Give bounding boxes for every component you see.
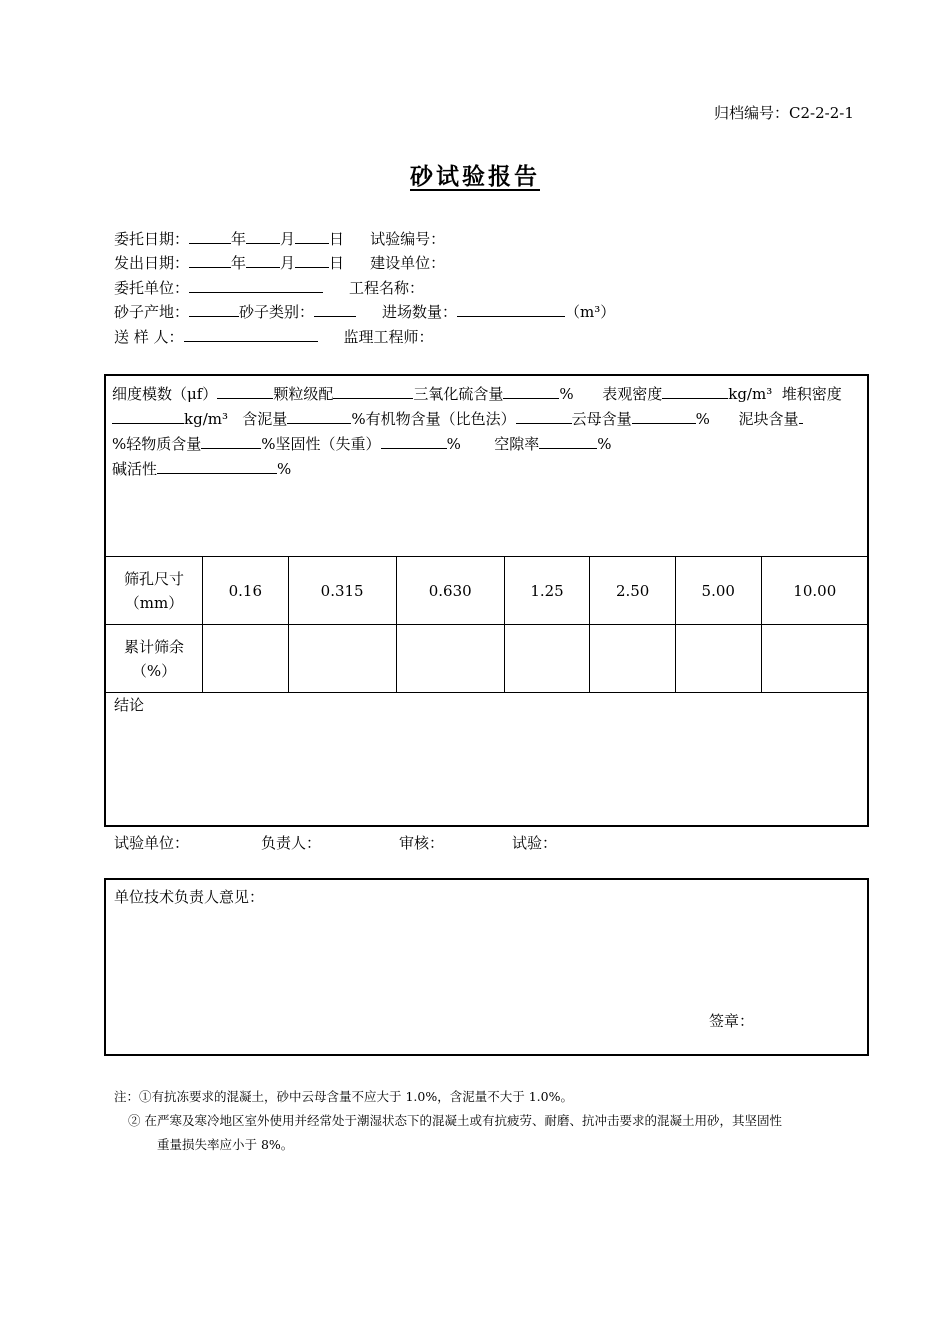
sieve-size-cell: 2.50 [590, 557, 676, 625]
commission-date-label: 委托日期： [114, 230, 190, 248]
header-row-1 [114, 228, 445, 249]
sieve-size-cell: 10.00 [761, 557, 868, 625]
conclusion-label: 结论 [114, 696, 145, 714]
fineness-field[interactable] [217, 384, 273, 399]
bulk-density-field[interactable] [112, 409, 184, 424]
percent-unit: % [277, 460, 292, 478]
kgm3-unit: kg/m³ [728, 385, 773, 403]
apparent-density-field[interactable] [662, 384, 728, 399]
retained-cell[interactable] [761, 625, 868, 693]
retained-cell[interactable] [675, 625, 761, 693]
test-unit-label: 试验单位： [114, 834, 190, 852]
retained-cell[interactable] [396, 625, 504, 693]
entry-unit: （m³） [565, 303, 616, 321]
issue-date-label: 发出日期： [114, 254, 190, 272]
light-matter-field[interactable] [201, 434, 261, 449]
light-matter-label: 轻物质含量 [126, 435, 202, 453]
opinion-label: 单位技术负责人意见： [114, 888, 265, 906]
retained-cell[interactable] [203, 625, 289, 693]
supervisor-label: 监理工程师： [343, 328, 434, 346]
void-ratio-label: 空隙率 [494, 435, 540, 453]
retained-cell[interactable] [288, 625, 396, 693]
cumulative-retained-row [106, 625, 868, 693]
issue-month-field[interactable] [246, 253, 280, 268]
grading-field[interactable] [333, 384, 413, 399]
commission-month-field[interactable] [246, 229, 280, 244]
sieve-size-cell: 0.16 [203, 557, 289, 625]
soundness-label: 坚固性（失重） [275, 435, 381, 453]
so3-field[interactable] [503, 384, 559, 399]
header-row-3 [114, 277, 424, 298]
test-results-box [104, 374, 869, 827]
apparent-density-label: 表观密度 [602, 385, 663, 403]
issue-day-field[interactable] [295, 253, 329, 268]
day-label: 日 [329, 254, 345, 272]
page-title: 砂试验报告 [410, 163, 540, 190]
archive-label: 归档编号： [714, 104, 790, 122]
retained-cell[interactable] [504, 625, 590, 693]
sender-label: 送 样 人： [114, 328, 184, 346]
issue-year-field[interactable] [189, 253, 231, 268]
clay-lump-field[interactable] [799, 409, 803, 424]
project-name-label: 工程名称： [349, 279, 425, 297]
opinion-box [104, 878, 869, 1056]
percent-unit: % [112, 435, 127, 453]
commission-day-field[interactable] [295, 229, 329, 244]
tester-label: 试验： [512, 834, 558, 852]
sieve-size-cell: 0.315 [288, 557, 396, 625]
day-label: 日 [329, 230, 345, 248]
note-2: ② 在严寒及寒冷地区室外使用并经常处于潮湿状态下的混凝土或有抗疲劳、耐磨、抗冲击要求的混凝土用砂，其坚固性 [128, 1113, 782, 1128]
month-label: 月 [280, 230, 296, 248]
archive-number [714, 102, 854, 123]
properties-block [112, 382, 861, 482]
person-in-charge-label: 负责人： [261, 834, 322, 852]
sieve-size-row [106, 557, 868, 625]
so3-label: 三氧化硫含量 [413, 385, 504, 403]
seal-label: 签章： [709, 1012, 755, 1030]
test-no-label: 试验编号： [370, 230, 446, 248]
sieve-size-header: 筛孔尺寸 （mm） [106, 557, 203, 625]
alkali-activity-label: 碱活性 [112, 460, 158, 478]
note-2-continued: 重量损失率应小于 8%。 [157, 1137, 294, 1152]
reviewer-label: 审核： [399, 834, 445, 852]
clay-lump-label: 泥块含量 [738, 410, 799, 428]
mud-content-field[interactable] [287, 409, 351, 424]
header-row-5 [114, 326, 434, 347]
year-label: 年 [231, 254, 247, 272]
construction-unit-label: 建设单位： [370, 254, 446, 272]
header-row-4 [114, 301, 615, 322]
sieve-size-cell: 1.25 [504, 557, 590, 625]
mica-content-label: 云母含量 [571, 410, 632, 428]
kgm3-unit: kg/m³ [184, 410, 228, 428]
entry-qty-field[interactable] [457, 302, 565, 317]
notes [114, 1085, 782, 1157]
mica-content-field[interactable] [632, 409, 696, 424]
grading-label: 颗粒级配 [273, 385, 334, 403]
void-ratio-field[interactable] [539, 434, 597, 449]
commission-unit-label: 委托单位： [114, 279, 190, 297]
percent-unit: % [351, 410, 366, 428]
mud-content-label: 含泥量 [242, 410, 288, 428]
commission-unit-field[interactable] [189, 278, 323, 293]
entry-qty-label: 进场数量： [382, 303, 458, 321]
sieve-size-cell: 5.00 [675, 557, 761, 625]
sand-origin-label: 砂子产地： [114, 303, 190, 321]
organic-content-field[interactable] [516, 409, 572, 424]
sand-origin-field[interactable] [189, 302, 239, 317]
commission-year-field[interactable] [189, 229, 231, 244]
organic-content-label: 有机物含量（比色法） [365, 410, 516, 428]
year-label: 年 [231, 230, 247, 248]
alkali-activity-field[interactable] [157, 459, 277, 474]
sieve-table [106, 556, 868, 693]
sender-field[interactable] [184, 327, 318, 342]
bulk-density-label: 堆积密度 [781, 385, 842, 403]
header-row-2 [114, 252, 445, 273]
fineness-label: 细度模数（μf） [112, 385, 218, 403]
sand-type-field[interactable] [314, 302, 356, 317]
percent-unit: % [559, 385, 574, 403]
sieve-size-cell: 0.630 [396, 557, 504, 625]
percent-unit: % [261, 435, 276, 453]
note-1: 注：①有抗冻要求的混凝土，砂中云母含量不应大于 1.0%，含泥量不大于 1.0%。 [114, 1089, 573, 1104]
sand-type-label: 砂子类别： [239, 303, 315, 321]
percent-unit: % [597, 435, 612, 453]
retained-cell[interactable] [590, 625, 676, 693]
cumulative-retained-header: 累计筛余 （%） [106, 625, 203, 693]
soundness-field[interactable] [381, 434, 447, 449]
archive-code: C2-2-2-1 [789, 104, 854, 122]
month-label: 月 [280, 254, 296, 272]
percent-unit: % [446, 435, 461, 453]
percent-unit: % [695, 410, 710, 428]
